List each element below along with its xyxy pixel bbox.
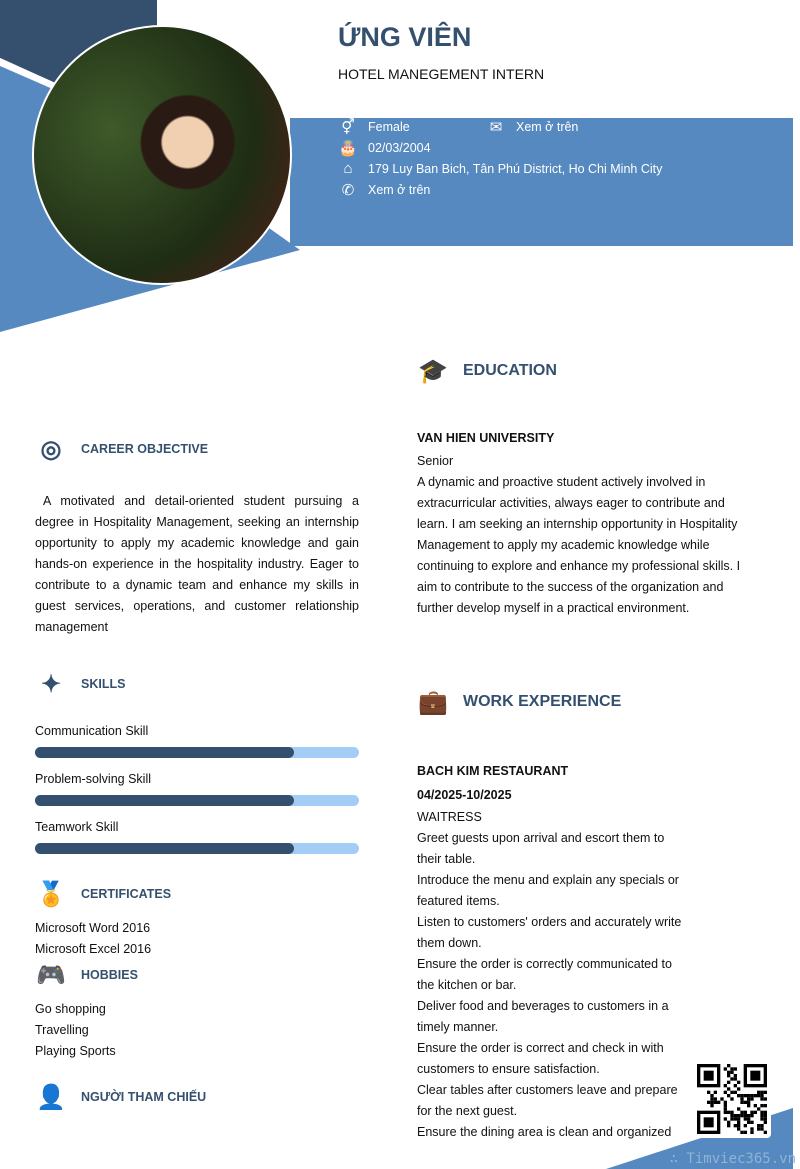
sparkles-icon: ✦ xyxy=(40,670,62,698)
skill-bar-fill xyxy=(35,843,294,854)
education-level: Senior xyxy=(417,454,454,468)
duty-item: Listen to customers' orders and accurately write them down. xyxy=(417,915,682,950)
work-period: 04/2025-10/2025 xyxy=(417,788,512,802)
company-name: BACH KIM RESTAURANT xyxy=(417,764,569,778)
email: Xem ở trên xyxy=(516,120,579,134)
hobby-item: Go shopping xyxy=(35,1002,106,1016)
skill-bar xyxy=(35,747,359,758)
phone: Xem ở trên xyxy=(368,183,431,197)
certificates-heading: CERTIFICATES xyxy=(81,887,172,901)
work-heading: WORK EXPERIENCE xyxy=(463,693,622,710)
address: 179 Luy Ban Bich, Tân Phú District, Ho Chi Minh City xyxy=(368,161,663,176)
education-text: A dynamic and proactive student actively involved in extracurricular activities, always eager to contribute and learn. I am seeking an internship opportunity in Hospitality Management to apply my academic knowledge while continuing to explore and enhance my professional skills. I aim to contribute to the success of the organization and further develop myself in a practical environment. xyxy=(417,475,741,615)
skill-name: Teamwork Skill xyxy=(35,820,119,834)
skills-heading: SKILLS xyxy=(81,677,126,691)
briefcase-icon: 💼 xyxy=(418,688,448,716)
home-icon: ⌂ xyxy=(343,160,353,177)
duty-item: Clear tables after customers leave and prepare for the next guest. xyxy=(417,1083,678,1118)
medal-icon: 🏅 xyxy=(36,880,66,908)
school-name: VAN HIEN UNIVERSITY xyxy=(417,431,555,445)
skill-bar xyxy=(35,843,359,854)
gender: Female xyxy=(368,120,410,134)
job-title: HOTEL MANEGEMENT INTERN xyxy=(338,66,545,82)
duty-list xyxy=(417,828,689,1143)
duty-item: Ensure the dining area is clean and organized xyxy=(417,1125,672,1139)
graduation-cap-icon: 🎓 xyxy=(418,357,448,385)
gamepad-icon: 🎮 xyxy=(36,961,66,989)
work-entry xyxy=(417,759,689,1139)
hobbies-heading: HOBBIES xyxy=(81,968,138,982)
birthday-cake-icon: 🎂 xyxy=(338,140,358,157)
skill-bar xyxy=(35,795,359,806)
duty-item: Deliver food and beverages to customers in a timely manner. xyxy=(417,999,669,1034)
certificate-item: Microsoft Excel 2016 xyxy=(35,942,152,956)
hobby-item: Playing Sports xyxy=(35,1044,116,1058)
education-heading: EDUCATION xyxy=(463,362,557,379)
skill-name: Communication Skill xyxy=(35,724,149,738)
dob: 02/03/2004 xyxy=(368,141,431,155)
profile-photo xyxy=(32,25,292,285)
candidate-name: ỨNG VIÊN xyxy=(338,22,472,52)
duty-item: Introduce the menu and explain any specials or featured items. xyxy=(417,873,679,908)
email-icon: ✉ xyxy=(489,119,503,136)
duty-item: Ensure the order is correctly communicated to the kitchen or bar. xyxy=(417,957,672,992)
career-text: A motivated and detail-oriented student pursuing a degree in Hospitality Management, seeking an internship opportunity to apply my academic knowledge and gain hands-on experience in the hospitality industry. Eager to contribute to a dynamic team and enhance my skills in guest services, operations, and customer relationship management xyxy=(35,494,359,634)
career-heading: CAREER OBJECTIVE xyxy=(81,442,209,456)
person-icon: 👤 xyxy=(36,1083,66,1111)
certificate-item: Microsoft Word 2016 xyxy=(35,921,151,935)
skill-bar-fill xyxy=(35,795,294,806)
skill-name: Problem-solving Skill xyxy=(35,772,152,786)
references-heading: NGƯỜI THAM CHIẾU xyxy=(81,1090,207,1104)
skill-bar-fill xyxy=(35,747,294,758)
qr-code xyxy=(693,1060,771,1138)
duty-item: Ensure the order is correct and check in with customers to ensure satisfaction. xyxy=(417,1041,664,1076)
whatsapp-icon: ✆ xyxy=(341,182,355,199)
watermark: ∴ Timviec365.vn xyxy=(669,1151,796,1167)
duty-item: Greet guests upon arrival and escort them to their table. xyxy=(417,831,665,866)
gender-icon: ⚥ xyxy=(341,119,355,136)
target-icon: ◎ xyxy=(40,435,62,463)
work-position: WAITRESS xyxy=(417,810,482,824)
hobby-item: Travelling xyxy=(35,1023,89,1037)
